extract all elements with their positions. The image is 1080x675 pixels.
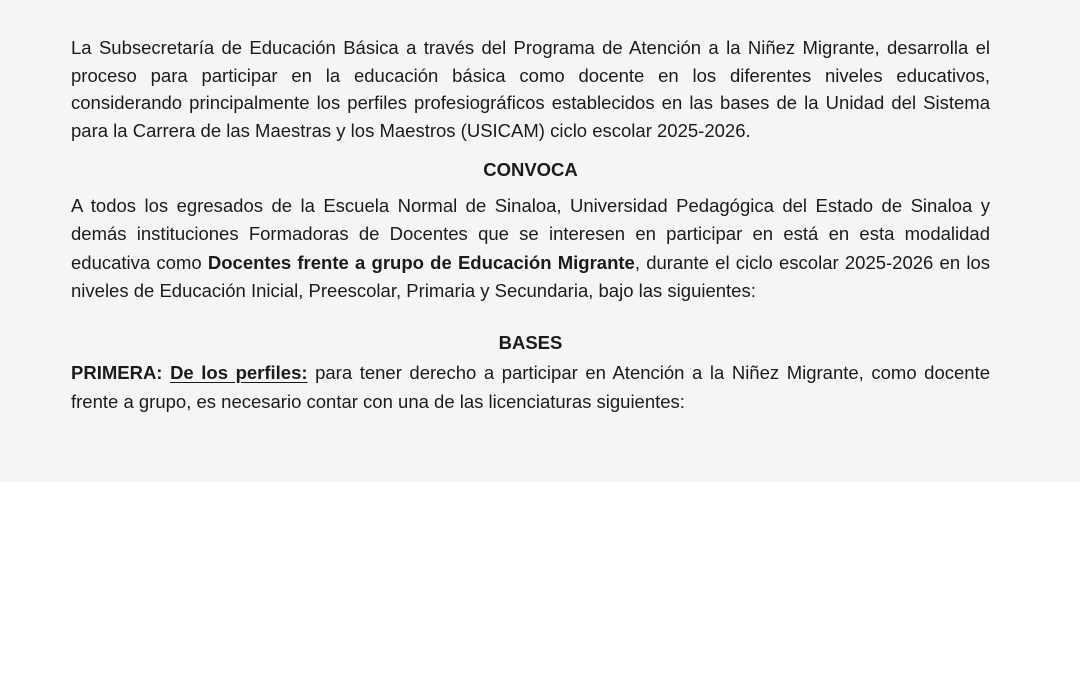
primera-subtitle: De los perfiles: [170, 362, 308, 383]
primera-paragraph [71, 358, 990, 416]
convoca-bold-text: Docentes frente a grupo de Educación Migrante [207, 251, 635, 273]
convoca-text-part2: , durante el ciclo escolar 2025-2026 en los niveles de Educación Inicial, Preescolar, Primaria y Secundaria, bajo las siguientes: [71, 251, 991, 301]
convoca-heading: CONVOCA [483, 159, 578, 180]
bases-heading: BASES [498, 331, 563, 353]
intro-paragraph: La Subsecretaría de Educación Básica a través del Programa de Atención a la Niñez Migrante, desarrolla el proceso para participar en la educación básica como docente en los diferentes niveles educativos, considerando principalmente los perfiles profesiográficos establecidos en las bases de la Unidad del Sistema para la Carrera de las Maestras y los Maestros (USICAM) ciclo escolar 2025-2026. [71, 37, 990, 141]
primera-text: para tener derecho a participar en Atención a la Niñez Migrante, como docente frente a grupo, es necesario contar con una de las licenciaturas siguientes: [71, 362, 991, 412]
convoca-paragraph [71, 192, 990, 306]
primera-label: PRIMERA: [71, 362, 163, 383]
convoca-text-part1: A todos los egresados de la Escuela Normal de Sinaloa, Universidad Pedagógica del Estado de Sinaloa y demás instituciones Formadoras de Docentes que se interesen en participar en está en esta modalidad educativa como [71, 194, 990, 273]
document-body [71, 34, 990, 416]
